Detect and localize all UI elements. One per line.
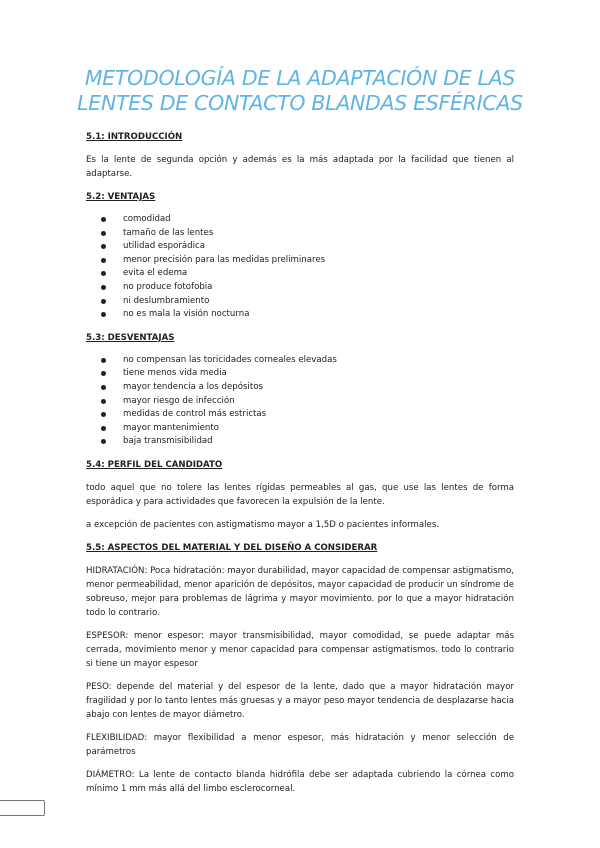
section-heading-perfil: 5.4: PERFIL DEL CANDIDATO (86, 459, 223, 470)
bullet-icon (101, 217, 106, 222)
title-line-1: METODOLOGÍA DE LA ADAPTACIÓN DE LAS (84, 66, 516, 90)
list-item: menor precisión para las medidas preliminares (86, 254, 514, 268)
perfil-paragraph-1: todo aquel que no tolere las lentes rígidas permeables al gas, que use las lentes de forma esporádica y para actividades que favorecen la expulsión de la lente. (86, 482, 514, 507)
list-item: evita el edema (86, 267, 514, 281)
bullet-icon (101, 244, 106, 249)
diametro-paragraph: DIÁMETRO: La lente de contacto blanda hidrófila debe ser adaptada cubriendo la córnea como mínimo 1 mm más allá del limbo esclerocorneal. (86, 769, 514, 794)
bullet-icon (101, 371, 106, 376)
ventajas-list (86, 213, 514, 322)
list-item: mayor tendencia a los depósitos (86, 381, 514, 395)
flexibilidad-paragraph: FLEXIBILIDAD: mayor flexibilidad a menor espesor, más hidratación y menor selección de parámetros (86, 732, 514, 757)
section-heading-desventajas: 5.3: DESVENTAJAS (86, 332, 175, 343)
espesor-paragraph: ESPESOR: menor espesor: mayor transmisibilidad, mayor comodidad, se puede adaptar más cerrada, movimiento menor y menor capacidad para compensar astigmatismos. todo lo contrario si tiene un mayor espesor (86, 630, 514, 669)
list-item: no produce fotofobia (86, 281, 514, 295)
list-item: baja transmisibilidad (86, 435, 514, 449)
list-item: medidas de control más estrictas (86, 408, 514, 422)
bullet-icon (101, 299, 106, 304)
section-heading-aspectos: 5.5: ASPECTOS DEL MATERIAL Y DEL DISEÑO A CONSIDERAR (86, 542, 378, 553)
bullet-icon (101, 285, 106, 290)
bullet-icon (101, 231, 106, 236)
peso-paragraph: PESO: depende del material y del espesor de la lente, dado que a mayor hidratación mayor fragilidad y por lo tanto lentes más gruesas y a mayor peso mayor tendencia de desplazarse hacia abajo con lentes de mayor diámetro. (86, 681, 514, 720)
bullet-icon (101, 439, 106, 444)
hidratacion-paragraph: HIDRATACIÓN: Poca hidratación: mayor durabilidad, mayor capacidad de compensar astigmatismo, menor permeabilidad, menor aparición de depósitos, mayor capacidad de producir un síndrome de sobreuso, mejor para problemas de lágrima y mayor movimiento. por lo que a mayor hidratación todo lo contrario. (86, 565, 514, 618)
intro-paragraph: Es la lente de segunda opción y además es la más adaptada por la facilidad que tienen al adaptarse. (86, 155, 514, 179)
bullet-icon (101, 312, 106, 317)
page-tab-marker (0, 800, 45, 816)
bullet-icon (101, 271, 106, 276)
list-item: tiene menos vida media (86, 367, 514, 381)
list-item: no compensan las toricidades corneales elevadas (86, 354, 514, 368)
perfil-paragraph-2: a excepción de pacientes con astigmatismo mayor a 1,5D o pacientes informales. (86, 519, 440, 530)
title-line-2: LENTES DE CONTACTO BLANDAS ESFÉRICAS (77, 91, 523, 115)
list-item: no es mala la visión nocturna (86, 308, 514, 322)
bullet-icon (101, 412, 106, 417)
bullet-icon (101, 426, 106, 431)
list-item: comodidad (86, 213, 514, 227)
desventajas-list (86, 354, 514, 449)
document-title (60, 66, 540, 116)
bullet-icon (101, 399, 106, 404)
list-item: mayor riesgo de infección (86, 395, 514, 409)
bullet-icon (101, 385, 106, 390)
section-heading-ventajas: 5.2: VENTAJAS (86, 192, 156, 202)
section-heading-introduccion: 5.1: INTRODUCCIÓN (86, 132, 183, 142)
bullet-icon (101, 358, 106, 363)
document-body (86, 130, 514, 805)
list-item: tamaño de las lentes (86, 227, 514, 241)
list-item: mayor mantenimiento (86, 422, 514, 436)
bullet-icon (101, 258, 106, 263)
list-item: utilidad esporádica (86, 240, 514, 254)
list-item: ni deslumbramiento (86, 295, 514, 309)
